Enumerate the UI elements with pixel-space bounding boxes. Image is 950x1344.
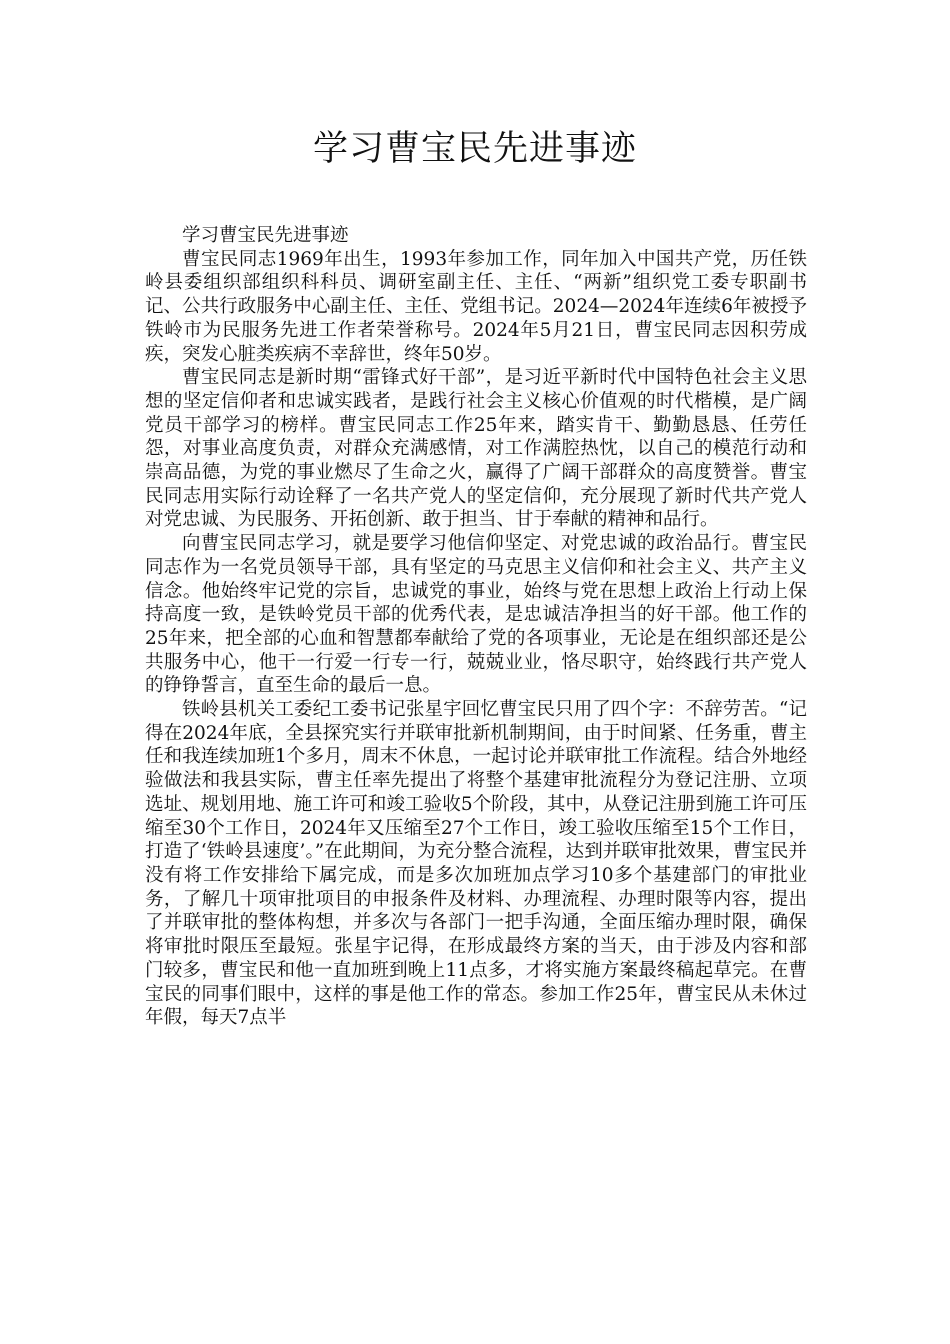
body-paragraph: 学习曹宝民先进事迹: [182, 225, 349, 246]
body-paragraph: 铁岭县机关工委纪工委书记张星宇回忆曹宝民只用了四个字：不辞劳苦。“记得在2024年底，全县探究实行并联审批新机制期间，由于时间紧、任务重，曹主任和我连续加班1个多月，周末不休息，一起讨论并联审批工作流程。结合外地经验做法和我县实际，曹主任率先提出了将整个基建审批流程分为登记注册、立项选址、规划用地、施工许可和竣工验收5个阶段，其中，从登记注册到施工许可压缩至30个工作日，2024年又压缩至27个工作日，竣工验收压缩至15个工作日，打造了‘铁岭县速度’。”在此期间，为充分整合流程，达到并联审批效果，曹宝民并没有将工作安排给下属完成，而是多次加班加点学习10多个基建部门的审批业务，了解几十项审批项目的申报条件及材料、办理流程、办理时限等内容，提出了并联审批的整体构想，并多次与各部门一把手沟通，全面压缩办理时限，确保将审批时限压至最短。张星宇记得，在形成最终方案的当天，由于涉及内容和部门较多，曹宝民和他一直加班到晚上11点多，才将实施方案最终稿起草完。在曹宝民的同事们眼中，这样的事是他工作的常态。参加工作25年，曹宝民从未休过年假，每天7点半: [145, 699, 807, 1029]
document-body: [145, 224, 807, 1030]
body-paragraph: 曹宝民同志1969年出生，1993年参加工作，同年加入中国共产党，历任铁岭县委组织部组织科科员、调研室副主任、主任、“两新”组织党工委专职副书记、公共行政服务中心副主任、主任、党组书记。2024—2024年连续6年被授予铁岭市为民服务先进工作者荣誉称号。2024年5月21日，曹宝民同志因积劳成疾，突发心脏类疾病不幸辞世，终年50岁。: [145, 248, 807, 365]
document-title: 学习曹宝民先进事迹: [312, 129, 637, 169]
body-paragraph: 曹宝民同志是新时期“雷锋式好干部”，是习近平新时代中国特色社会主义思想的坚定信仰者和忠诚实践者，是践行社会主义核心价值观的时代楷模，是广阔党员干部学习的榜样。曹宝民同志工作25年来，踏实肯干、勤勤恳恳、任劳任怨，对事业高度负责，对群众充满感情，对工作满腔热忱，以自己的模范行动和崇高品德，为党的事业燃尽了生命之火，赢得了广阔干部群众的高度赞誉。曹宝民同志用实际行动诠释了一名共产党人的坚定信仰，充分展现了新时代共产党人对党忠诚、为民服务、开拓创新、敢于担当、甘于奉献的精神和品行。: [145, 367, 807, 531]
body-paragraph: 向曹宝民同志学习，就是要学习他信仰坚定、对党忠诚的政治品行。曹宝民同志作为一名党员领导干部，具有坚定的马克思主义信仰和社会主义、共产主义信念。他始终牢记党的宗旨，忠诚党的事业，始终与党在思想上政治上行动上保持高度一致，是铁岭党员干部的优秀代表，是忠诚洁净担当的好干部。他工作的25年来，把全部的心血和智慧都奉献给了党的各项事业，无论是在组织部还是公共服务中心，他干一行爱一行专一行，兢兢业业，恪尽职守，始终践行共产党人的铮铮誓言，直至生命的最后一息。: [145, 533, 807, 697]
